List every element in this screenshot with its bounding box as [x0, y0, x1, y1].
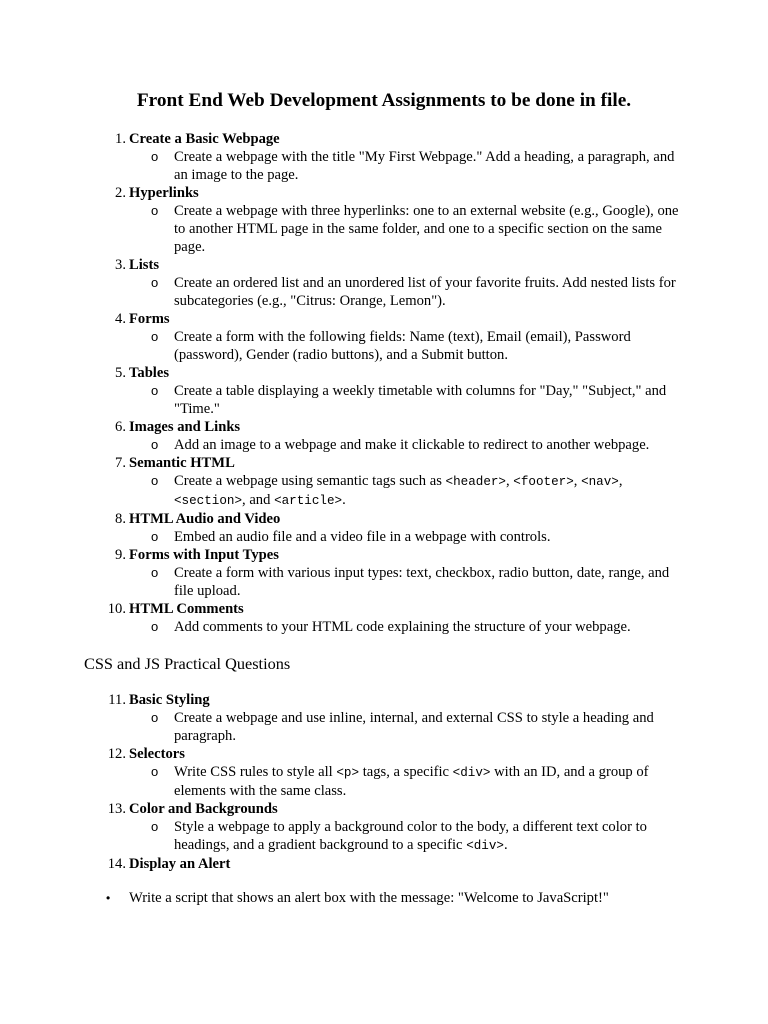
sub-item-text: Style a webpage to apply a background color to the body, a different text color to headings, and a gradient background to a specific — [174, 819, 647, 853]
item-number: 8. — [115, 511, 126, 527]
sub-item-text: tags, a specific — [359, 764, 453, 780]
sub-item — [0, 436, 687, 454]
sub-item-text: Write CSS rules to style all — [174, 764, 337, 780]
item-heading: Hyperlinks — [129, 185, 199, 201]
code-snippet: <div> — [452, 766, 491, 780]
list-item — [0, 364, 768, 418]
code-snippet: <footer> — [513, 475, 574, 489]
code-snippet: <header> — [445, 475, 506, 489]
sub-item-text: Create an ordered list and an unordered list of your favorite fruits. Add nested lists for subcategories (e.g., "Citrus: Orange, Lemon"). — [174, 275, 676, 309]
sub-item-text: . — [503, 837, 508, 853]
sub-item-text: , and — [242, 492, 275, 508]
item-number: 3. — [115, 257, 126, 273]
final-bullet-item — [0, 889, 768, 907]
code-snippet: <p> — [336, 766, 360, 780]
sub-item-text: Create a webpage using semantic tags such as — [174, 473, 446, 489]
list-item — [0, 800, 768, 855]
bullet-icon: o — [151, 149, 159, 164]
sub-item — [0, 202, 687, 256]
item-heading: Tables — [129, 365, 170, 381]
item-number: 11. — [108, 692, 126, 708]
bullet-icon: o — [151, 383, 159, 398]
sub-item — [0, 709, 687, 745]
sub-item-text: , — [506, 473, 514, 489]
sub-item-text: Create a form with the following fields: Name (text), Email (email), Password (password), Gender (radio buttons), and a Submit button. — [174, 329, 631, 363]
bullet-icon: o — [151, 565, 159, 580]
sub-item — [0, 528, 687, 546]
sub-item — [0, 618, 687, 636]
bullet-icon: o — [151, 710, 159, 725]
sub-item-text: Create a webpage with the title "My First Webpage." Add a heading, a paragraph, and an image to the page. — [174, 149, 675, 183]
list-item — [0, 130, 768, 184]
bullet-icon: o — [151, 275, 159, 290]
item-heading: Forms with Input Types — [129, 547, 279, 563]
list-item — [0, 546, 768, 600]
item-heading: HTML Comments — [129, 601, 244, 617]
page-title: Front End Web Development Assignments to be done in file. — [136, 90, 632, 111]
item-number: 1. — [115, 131, 126, 147]
bullet-icon: o — [151, 329, 159, 344]
item-number: 10. — [107, 601, 126, 617]
list-item — [0, 855, 768, 873]
bullet-icon: o — [151, 819, 159, 834]
item-heading: Create a Basic Webpage — [129, 131, 280, 147]
sub-item-text: Embed an audio file and a video file in a webpage with controls. — [174, 529, 551, 545]
code-snippet: <section> — [174, 494, 243, 508]
bullet-icon: • — [106, 891, 111, 905]
sub-item-text: with an ID, and a group of elements with the same class. — [174, 764, 649, 799]
item-number: 5. — [115, 365, 126, 381]
item-heading: Selectors — [129, 746, 185, 762]
sub-item — [0, 274, 687, 310]
item-number: 2. — [115, 185, 126, 201]
list-item — [0, 691, 768, 745]
sub-item-text: Create a table displaying a weekly timetable with columns for "Day," "Subject," and "Time." — [174, 383, 667, 417]
list-item — [0, 418, 768, 454]
item-number: 7. — [115, 455, 126, 471]
list-item — [0, 454, 768, 510]
list-item — [0, 745, 768, 800]
item-heading: Images and Links — [129, 419, 241, 435]
code-snippet: <article> — [274, 494, 343, 508]
item-heading: Semantic HTML — [129, 455, 235, 471]
item-number: 6. — [115, 419, 126, 435]
sub-item — [0, 564, 687, 600]
sub-item — [0, 818, 687, 855]
bullet-icon: o — [151, 764, 159, 779]
item-heading: Forms — [129, 311, 170, 327]
bullet-icon: o — [151, 473, 159, 488]
sub-item-text: Create a webpage with three hyperlinks: one to an external website (e.g., Google), one to another HTML page in the same folder, and one to a specific section on the same page. — [174, 203, 679, 255]
sub-item-text: . — [342, 492, 346, 508]
code-snippet: <div> — [466, 839, 504, 853]
css-js-question-list — [0, 691, 768, 873]
sub-item-text: Add an image to a webpage and make it clickable to redirect to another webpage. — [174, 437, 650, 453]
sub-item-text: Create a form with various input types: text, checkbox, radio button, date, range, and file upload. — [174, 565, 670, 599]
bullet-icon: o — [151, 203, 159, 218]
bullet-icon: o — [151, 437, 159, 452]
list-item — [0, 510, 768, 546]
item-heading: Basic Styling — [129, 692, 210, 708]
item-number: 4. — [115, 311, 126, 327]
item-number: 14. — [107, 856, 126, 872]
sub-item-text: Create a webpage and use inline, internal, and external CSS to style a heading and paragraph. — [174, 710, 654, 744]
sub-item-text: , — [573, 473, 582, 489]
sub-item — [0, 148, 687, 184]
section-title-css-js: CSS and JS Practical Questions — [84, 654, 291, 673]
bullet-icon: o — [151, 529, 159, 544]
list-item — [0, 600, 768, 636]
item-heading: Display an Alert — [129, 856, 231, 872]
sub-item-text: , — [618, 473, 623, 489]
list-item — [0, 184, 768, 256]
list-item — [0, 310, 768, 364]
final-bullet-text: Write a script that shows an alert box with the message: "Welcome to JavaScript!" — [129, 890, 609, 906]
item-heading: HTML Audio and Video — [129, 511, 281, 527]
item-heading: Color and Backgrounds — [129, 801, 278, 817]
html-assignment-list — [0, 130, 768, 636]
item-number: 12. — [107, 746, 126, 762]
bullet-icon: o — [151, 619, 159, 634]
item-heading: Lists — [129, 257, 160, 273]
sub-item — [0, 763, 687, 800]
sub-item — [0, 382, 687, 418]
list-item — [0, 256, 768, 310]
item-number: 13. — [107, 801, 126, 817]
sub-item-text: Add comments to your HTML code explaining the structure of your webpage. — [174, 619, 631, 635]
sub-item — [0, 472, 687, 510]
sub-item — [0, 328, 687, 364]
item-number: 9. — [115, 547, 126, 563]
code-snippet: <nav> — [581, 475, 619, 489]
